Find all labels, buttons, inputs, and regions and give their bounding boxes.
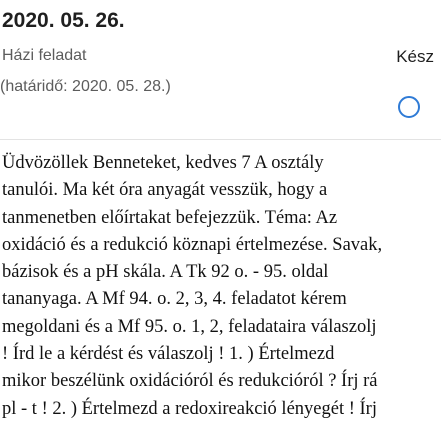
assignment-deadline: (határidő: 2020. 05. 28.) bbox=[0, 78, 171, 95]
assignment-date: 2020. 05. 26. bbox=[2, 9, 125, 32]
assignment-header bbox=[0, 0, 441, 140]
circle-outline-icon[interactable] bbox=[398, 96, 420, 118]
divider bbox=[0, 139, 441, 140]
done-label: Kész bbox=[396, 47, 434, 66]
assignment-body: Üdvözöllek Benneteket, kedves 7 A osztály tanulói. Ma két óra anyagát vesszük, hogy a tanmenetben előírtakat befejezzük. Téma: Az oxidáció és a redukció köznapi értelmezése. Savak, bázisok és a pH skála. A Tk 92 o. - 95. oldal tananyaga. A Mf 94. o. 2, 3, 4. feladatot kérem megoldani és a Mf 95. o. 1, 2, feladataira válaszolj ! Írd le a kérdést és válaszolj ! 1. ) Értelmezd mikor beszélünk oxidációról és redukcióról ? Írj rá pl - t ! 2. ) Értelmezd a redoxireakció lényegét ! Írj bbox=[2, 153, 383, 419]
assignment-type: Házi feladat bbox=[2, 47, 87, 64]
